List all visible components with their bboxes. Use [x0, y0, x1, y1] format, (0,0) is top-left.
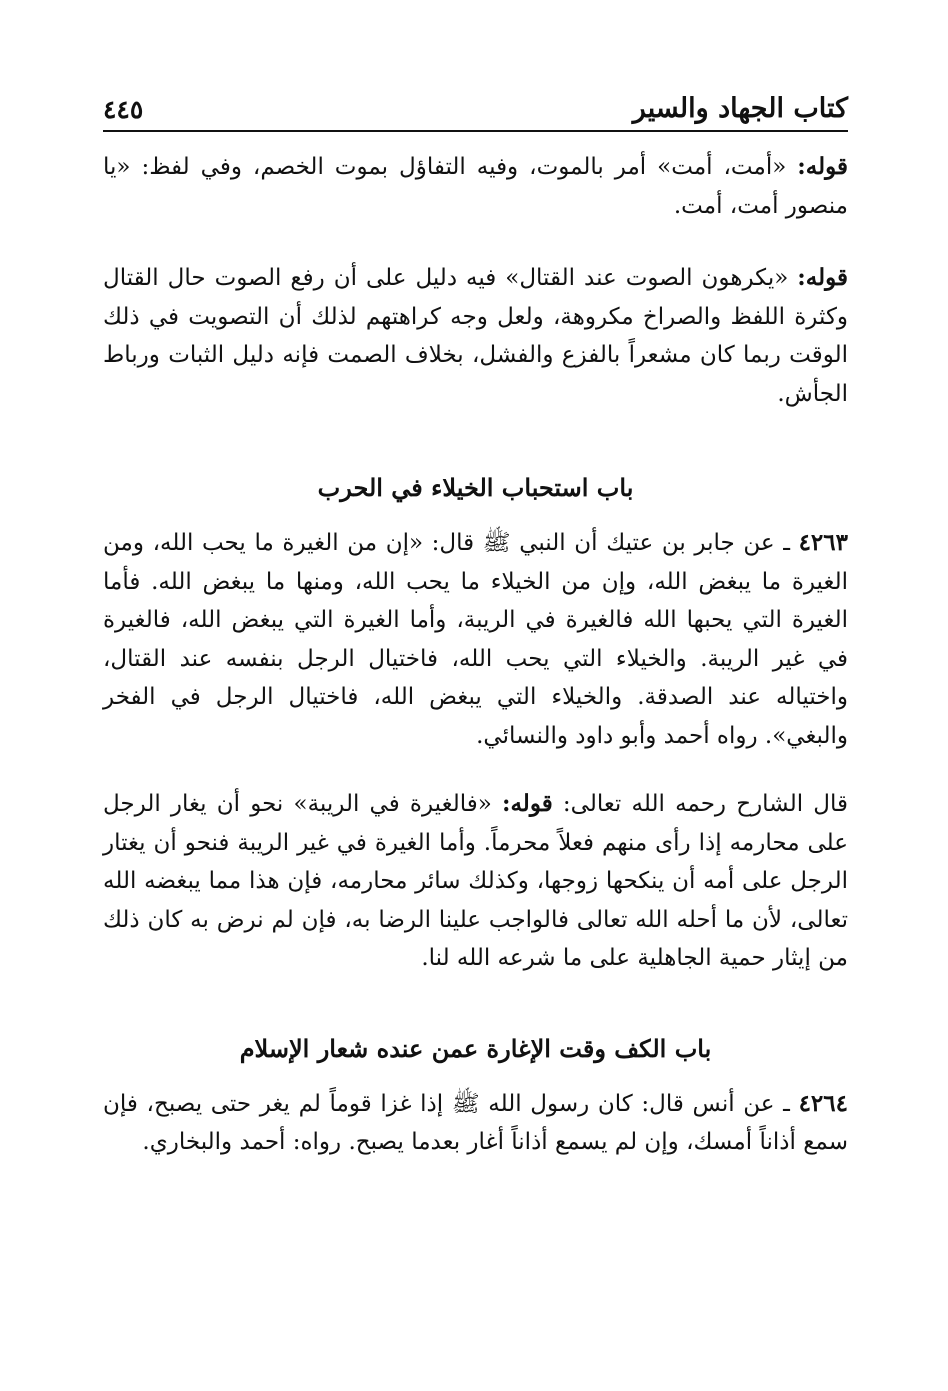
- paragraph-2: [103, 259, 848, 413]
- commentary-1-lead: قوله:: [501, 790, 553, 817]
- commentary-1-intro: قال الشارح رحمه الله تعالى:: [552, 791, 849, 817]
- hadith-4264-text: ـ عن أنس قال: كان رسول الله ﷺ إذا غزا قوماً لم يغر حتى يصبح، فإن سمع أذاناً أمسك، وإن لم يسمع أذاناً أغار بعدما يصبح. رواه: أحمد والبخاري.: [103, 1090, 848, 1155]
- commentary-1-text: «فالغيرة في الريبة» نحو أن يغار الرجل على محارمه إذا رأى منهم فعلاً محرماً. وأما الغيرة في غير الريبة فنحو أن يغتار الرجل على أمه أن ينكحها زوجها، وكذلك سائر محارمه، فإن هذا مما يبغضه الله تعالى، لأن ما أحله الله تعالى فالواجب علينا الرضا به، فإن لم نرض به كان ذلك من إيثار حمية الجاهلية على ما شرعه الله لنا.: [103, 791, 848, 971]
- page: [103, 86, 848, 1162]
- section-title-1: باب استحباب الخيلاء في الحرب: [317, 473, 634, 502]
- paragraph-1-lead: قوله:: [797, 153, 848, 180]
- hadith-4264: [103, 1085, 848, 1162]
- page-header: [103, 86, 848, 132]
- page-number: ٤٤٥: [103, 95, 144, 124]
- hadith-4264-number: ٤٢٦٤: [798, 1089, 848, 1117]
- hadith-4263: [103, 524, 848, 755]
- commentary-1: [103, 785, 848, 978]
- hadith-4263-number: ٤٢٦٣: [798, 529, 848, 556]
- paragraph-1-text: «أمت، أمت» أمر بالموت، وفيه التفاؤل بموت الخصم، وفي لفظ: «يا منصور أمت، أمت.: [103, 154, 848, 219]
- paragraph-2-lead: قوله:: [797, 264, 848, 291]
- hadith-4263-text: ـ عن جابر بن عتيك أن النبي ﷺ قال: «إن من الغيرة ما يحب الله، ومن الغيرة ما يبغض الله، وإن من الخيلاء ما يحب الله، ومنها ما يبغض الله. فأما الغيرة التي يحبها الله فالغيرة في الريبة، وأما الغيرة التي يبغض الله، فالغيرة في غير الريبة. والخيلاء التي يحب الله، فاختيال الرجل بنفسه عند القتال، واختياله عند الصدقة. والخيلاء التي يبغض الله، فاختيال الرجل في الفخر والبغي». رواه أحمد وأبو داود والنسائي.: [103, 530, 848, 749]
- paragraph-1: [103, 148, 848, 225]
- section-title-2: باب الكف وقت الإغارة عمن عنده شعار الإسلام: [239, 1033, 712, 1063]
- running-title: كتاب الجهاد والسير: [632, 93, 848, 124]
- paragraph-2-text: «يكرهون الصوت عند القتال» فيه دليل على أن رفع الصوت حال القتال وكثرة اللفظ والصراخ مكروهة، ولعل وجه كراهتهم لذلك أن التصويت في ذلك الوقت ربما كان مشعراً بالفزع والفشل، بخلاف الصمت فإنه دليل الثبات ورباط الجأش.: [103, 265, 848, 407]
